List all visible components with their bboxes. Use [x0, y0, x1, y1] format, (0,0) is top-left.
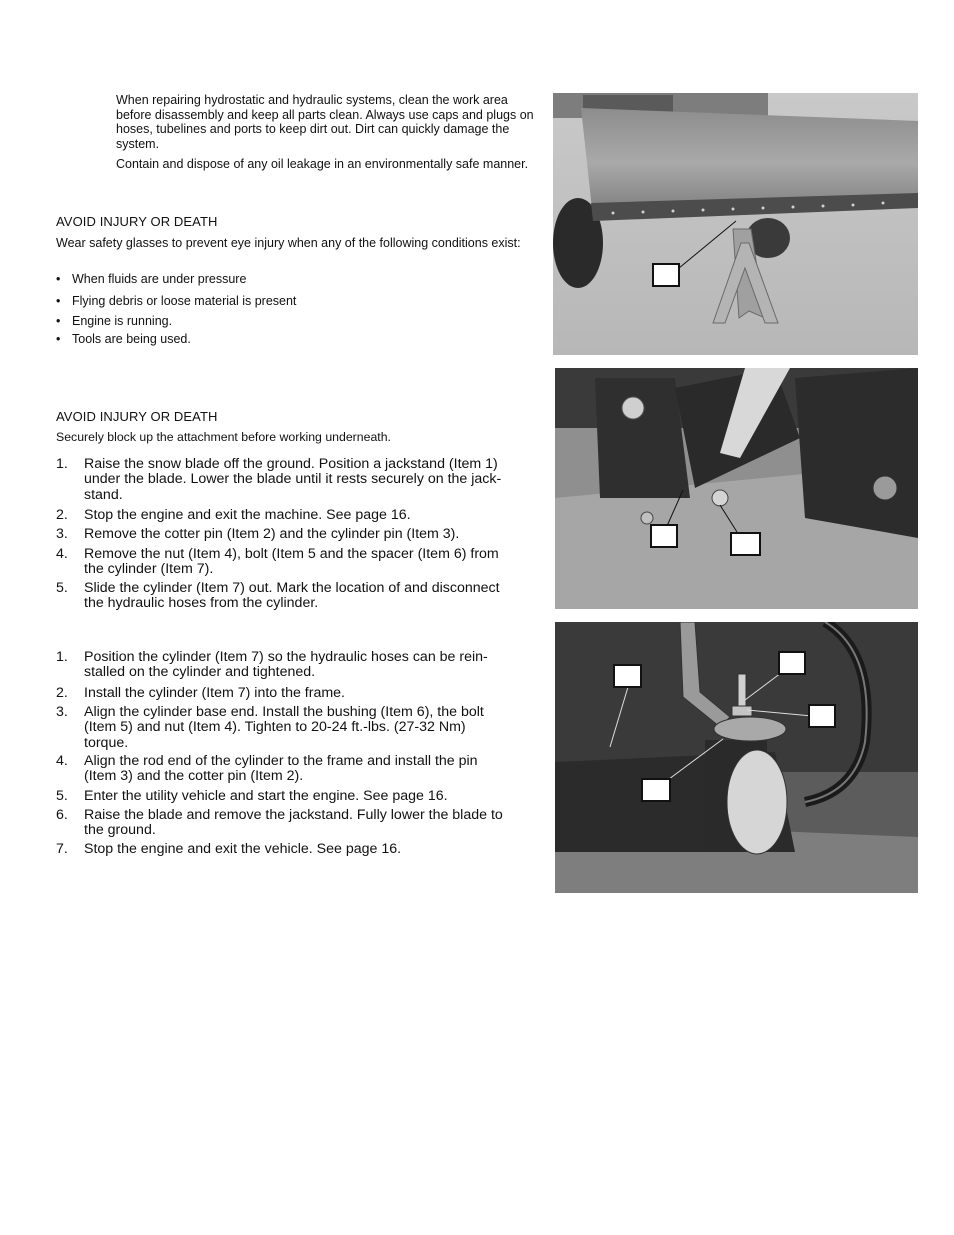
- cylinder-base-photo: [555, 622, 918, 893]
- snow-blade-photo: [553, 93, 918, 355]
- cylinder-pin-photo: [555, 368, 918, 609]
- callout-item-6: [641, 778, 671, 802]
- warning-heading-2: AVOID INJURY OR DEATH: [56, 409, 218, 424]
- bullet-glyph: •: [56, 332, 61, 346]
- note-oil-disposal: Contain and dispose of any oil leakage in an environmentally safe manner.: [116, 157, 529, 171]
- warning-text-2: Securely block up the attachment before working underneath.: [56, 430, 391, 444]
- callout-item-5: [808, 704, 836, 728]
- bullet-glyph: •: [56, 272, 61, 286]
- callout-item-4: [778, 651, 806, 675]
- cylinder-pin-illustration: [555, 368, 918, 609]
- callout-item-3: [730, 532, 761, 556]
- cylinder-base-illustration: [555, 622, 918, 893]
- warning-heading-1: AVOID INJURY OR DEATH: [56, 214, 218, 229]
- callout-item-1: [652, 263, 680, 287]
- callout-item-7: [613, 664, 642, 688]
- bullet-glyph: •: [56, 294, 61, 308]
- note-cleanliness: When repairing hydrostatic and hydraulic systems, clean the work area before disassembly and keep all parts clean. Always use caps and plugs on hoses, tubelines and ports to keep dirt out. Dirt can quickly damage the system.: [116, 93, 534, 151]
- bullet-glyph: •: [56, 314, 61, 328]
- snow-blade-illustration: [553, 93, 918, 355]
- callout-item-2: [650, 524, 678, 548]
- warning-text-1: Wear safety glasses to prevent eye injury when any of the following conditions exist:: [56, 236, 521, 250]
